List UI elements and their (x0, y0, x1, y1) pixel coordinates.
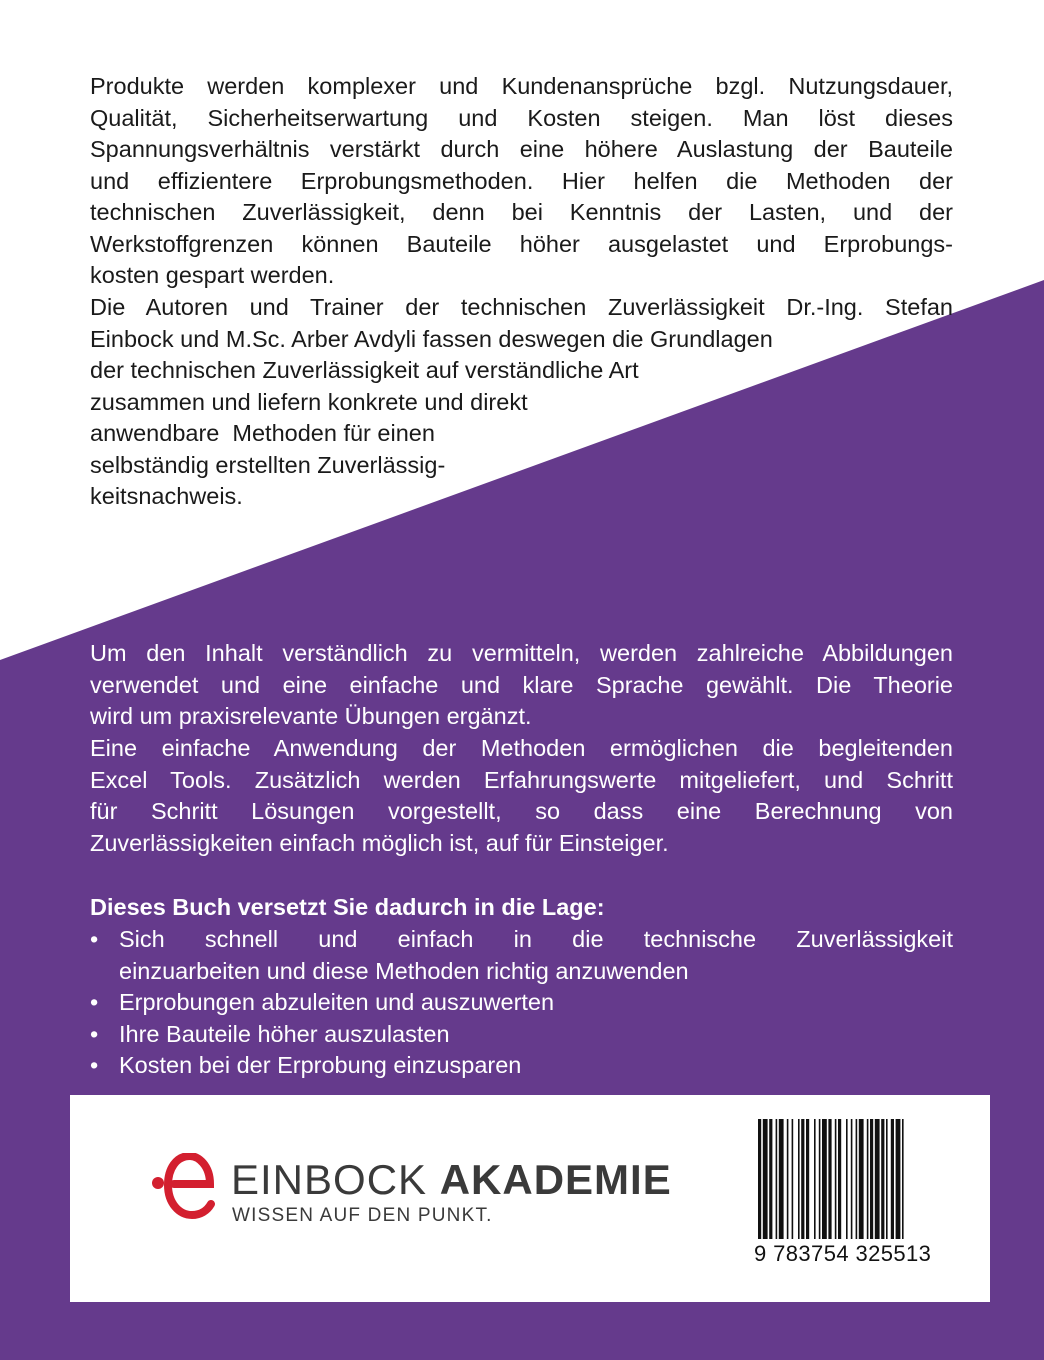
text-line: technischen Zuverlässigkeit, denn bei Kenntnis der Lasten, und der (90, 199, 953, 225)
logo-e-icon (152, 1153, 218, 1221)
benefits-list (90, 924, 953, 1082)
bullet-icon: • (90, 1020, 99, 1047)
barcode-bar (856, 1119, 858, 1239)
authors-paragraph (90, 292, 953, 513)
text-line: kosten gespart werden. (90, 262, 335, 288)
text-line: der technischen Zuverlässigkeit auf verständliche Art (90, 357, 639, 383)
text-line: Um den Inhalt verständlich zu vermitteln, werden zahlreiche Abbildungen (90, 640, 953, 666)
publisher-name (231, 1157, 672, 1203)
barcode-bar (819, 1119, 821, 1239)
barcode-bar (828, 1119, 831, 1239)
text-line: verwendet und eine einfache und klare Sprache gewählt. Die Theorie (90, 671, 953, 698)
text-line: Kosten bei der Erprobung einzusparen (119, 1052, 522, 1078)
text-line: Qualität, Sicherheitserwartung und Kosten steigen. Man löst dieses (90, 104, 953, 131)
text-line: Erprobungen abzuleiten und auszuwerten (119, 989, 555, 1015)
barcode-bar (763, 1119, 768, 1239)
isbn-number: 9 783754 325513 (754, 1241, 932, 1266)
text-line: Spannungsverhältnis verstärkt durch eine höhere Auslastung der Bauteile (90, 136, 953, 162)
barcode-bar (822, 1119, 827, 1239)
text-line: Eine einfache Anwendung der Methoden ermöglichen die begleitenden (90, 735, 953, 761)
list-item (90, 987, 953, 1019)
barcode-bar (896, 1119, 901, 1239)
barcode-bar (891, 1119, 894, 1239)
barcode-bar (851, 1119, 853, 1239)
barcode-bar (787, 1119, 789, 1239)
bullet-icon: • (90, 989, 99, 1015)
barcode-bar (902, 1119, 904, 1239)
text-line: für Schritt Lösungen vorgestellt, so dass eine Berechnung von (90, 798, 953, 824)
text-line: selbständig erstellten Zuverlässig- (90, 451, 446, 478)
barcode-bar (875, 1119, 880, 1239)
barcode-bar (801, 1119, 804, 1239)
barcode-bar (881, 1119, 884, 1239)
barcode-bar (769, 1119, 772, 1239)
barcode (758, 1119, 950, 1259)
text-line: Produkte werden komplexer und Kundenansprüche bzgl. Nutzungsdauer, (90, 73, 953, 99)
text-line: einzuarbeiten und diese Methoden richtig anzuwenden (119, 957, 689, 984)
barcode-bar (758, 1119, 761, 1239)
text-line: Einbock und M.Sc. Arber Avdyli fassen deswegen die Grundlagen (90, 325, 773, 352)
publisher-panel (70, 1095, 990, 1302)
text-line: wird um praxisrelevante Übungen ergänzt. (90, 703, 532, 729)
text-line: zusammen und liefern konkrete und direkt (90, 388, 528, 415)
barcode-bar (859, 1119, 864, 1239)
publisher-name-bold: AKADEMIE (439, 1156, 672, 1203)
list-item (90, 1019, 953, 1051)
barcode-bar (779, 1119, 784, 1239)
barcode-bar (835, 1119, 837, 1239)
barcode-bar (886, 1119, 888, 1239)
text-line: Excel Tools. Zusätzlich werden Erfahrungswerte mitgeliefert, und Schritt (90, 766, 953, 793)
text-line: Die Autoren und Trainer der technischen Zuverlässigkeit Dr.-Ing. Stefan (90, 294, 953, 320)
bullet-icon: • (90, 926, 99, 952)
bullet-icon: • (90, 1052, 99, 1078)
barcode-bar (846, 1119, 848, 1239)
publisher-logo (136, 1153, 672, 1233)
publisher-slogan: WISSEN AUF DEN PUNKT. (232, 1205, 493, 1226)
barcode-bar (792, 1119, 794, 1239)
content-paragraph (90, 638, 953, 733)
barcode-bar (776, 1119, 778, 1239)
text-line: Sich schnell und einfach in die technische Zuverlässigkeit (119, 926, 953, 952)
text-line: anwendbare Methoden für einen (90, 420, 435, 446)
tools-paragraph (90, 733, 953, 859)
list-item (90, 924, 953, 987)
barcode-bar (814, 1119, 816, 1239)
barcode-bar (798, 1119, 800, 1239)
barcode-bar (870, 1119, 873, 1239)
intro-paragraph (90, 71, 953, 292)
text-line: und effizientere Erprobungsmethoden. Hier helfen die Methoden der (90, 167, 953, 194)
barcode-bar (867, 1119, 869, 1239)
text-line: keitsnachweis. (90, 483, 243, 509)
barcode-bar (838, 1119, 841, 1239)
text-line: Werkstoffgrenzen können Bauteile höher ausgelastet und Erprobungs- (90, 230, 953, 257)
list-item (90, 1050, 953, 1082)
barcode-bar (806, 1119, 809, 1239)
text-line: Zuverlässigkeiten einfach möglich ist, auf für Einsteiger. (90, 829, 669, 856)
benefits-heading: Dieses Buch versetzt Sie dadurch in die Lage: (90, 894, 605, 920)
publisher-name-regular: EINBOCK (231, 1156, 428, 1203)
text-line: Ihre Bauteile höher auszulasten (119, 1020, 450, 1047)
